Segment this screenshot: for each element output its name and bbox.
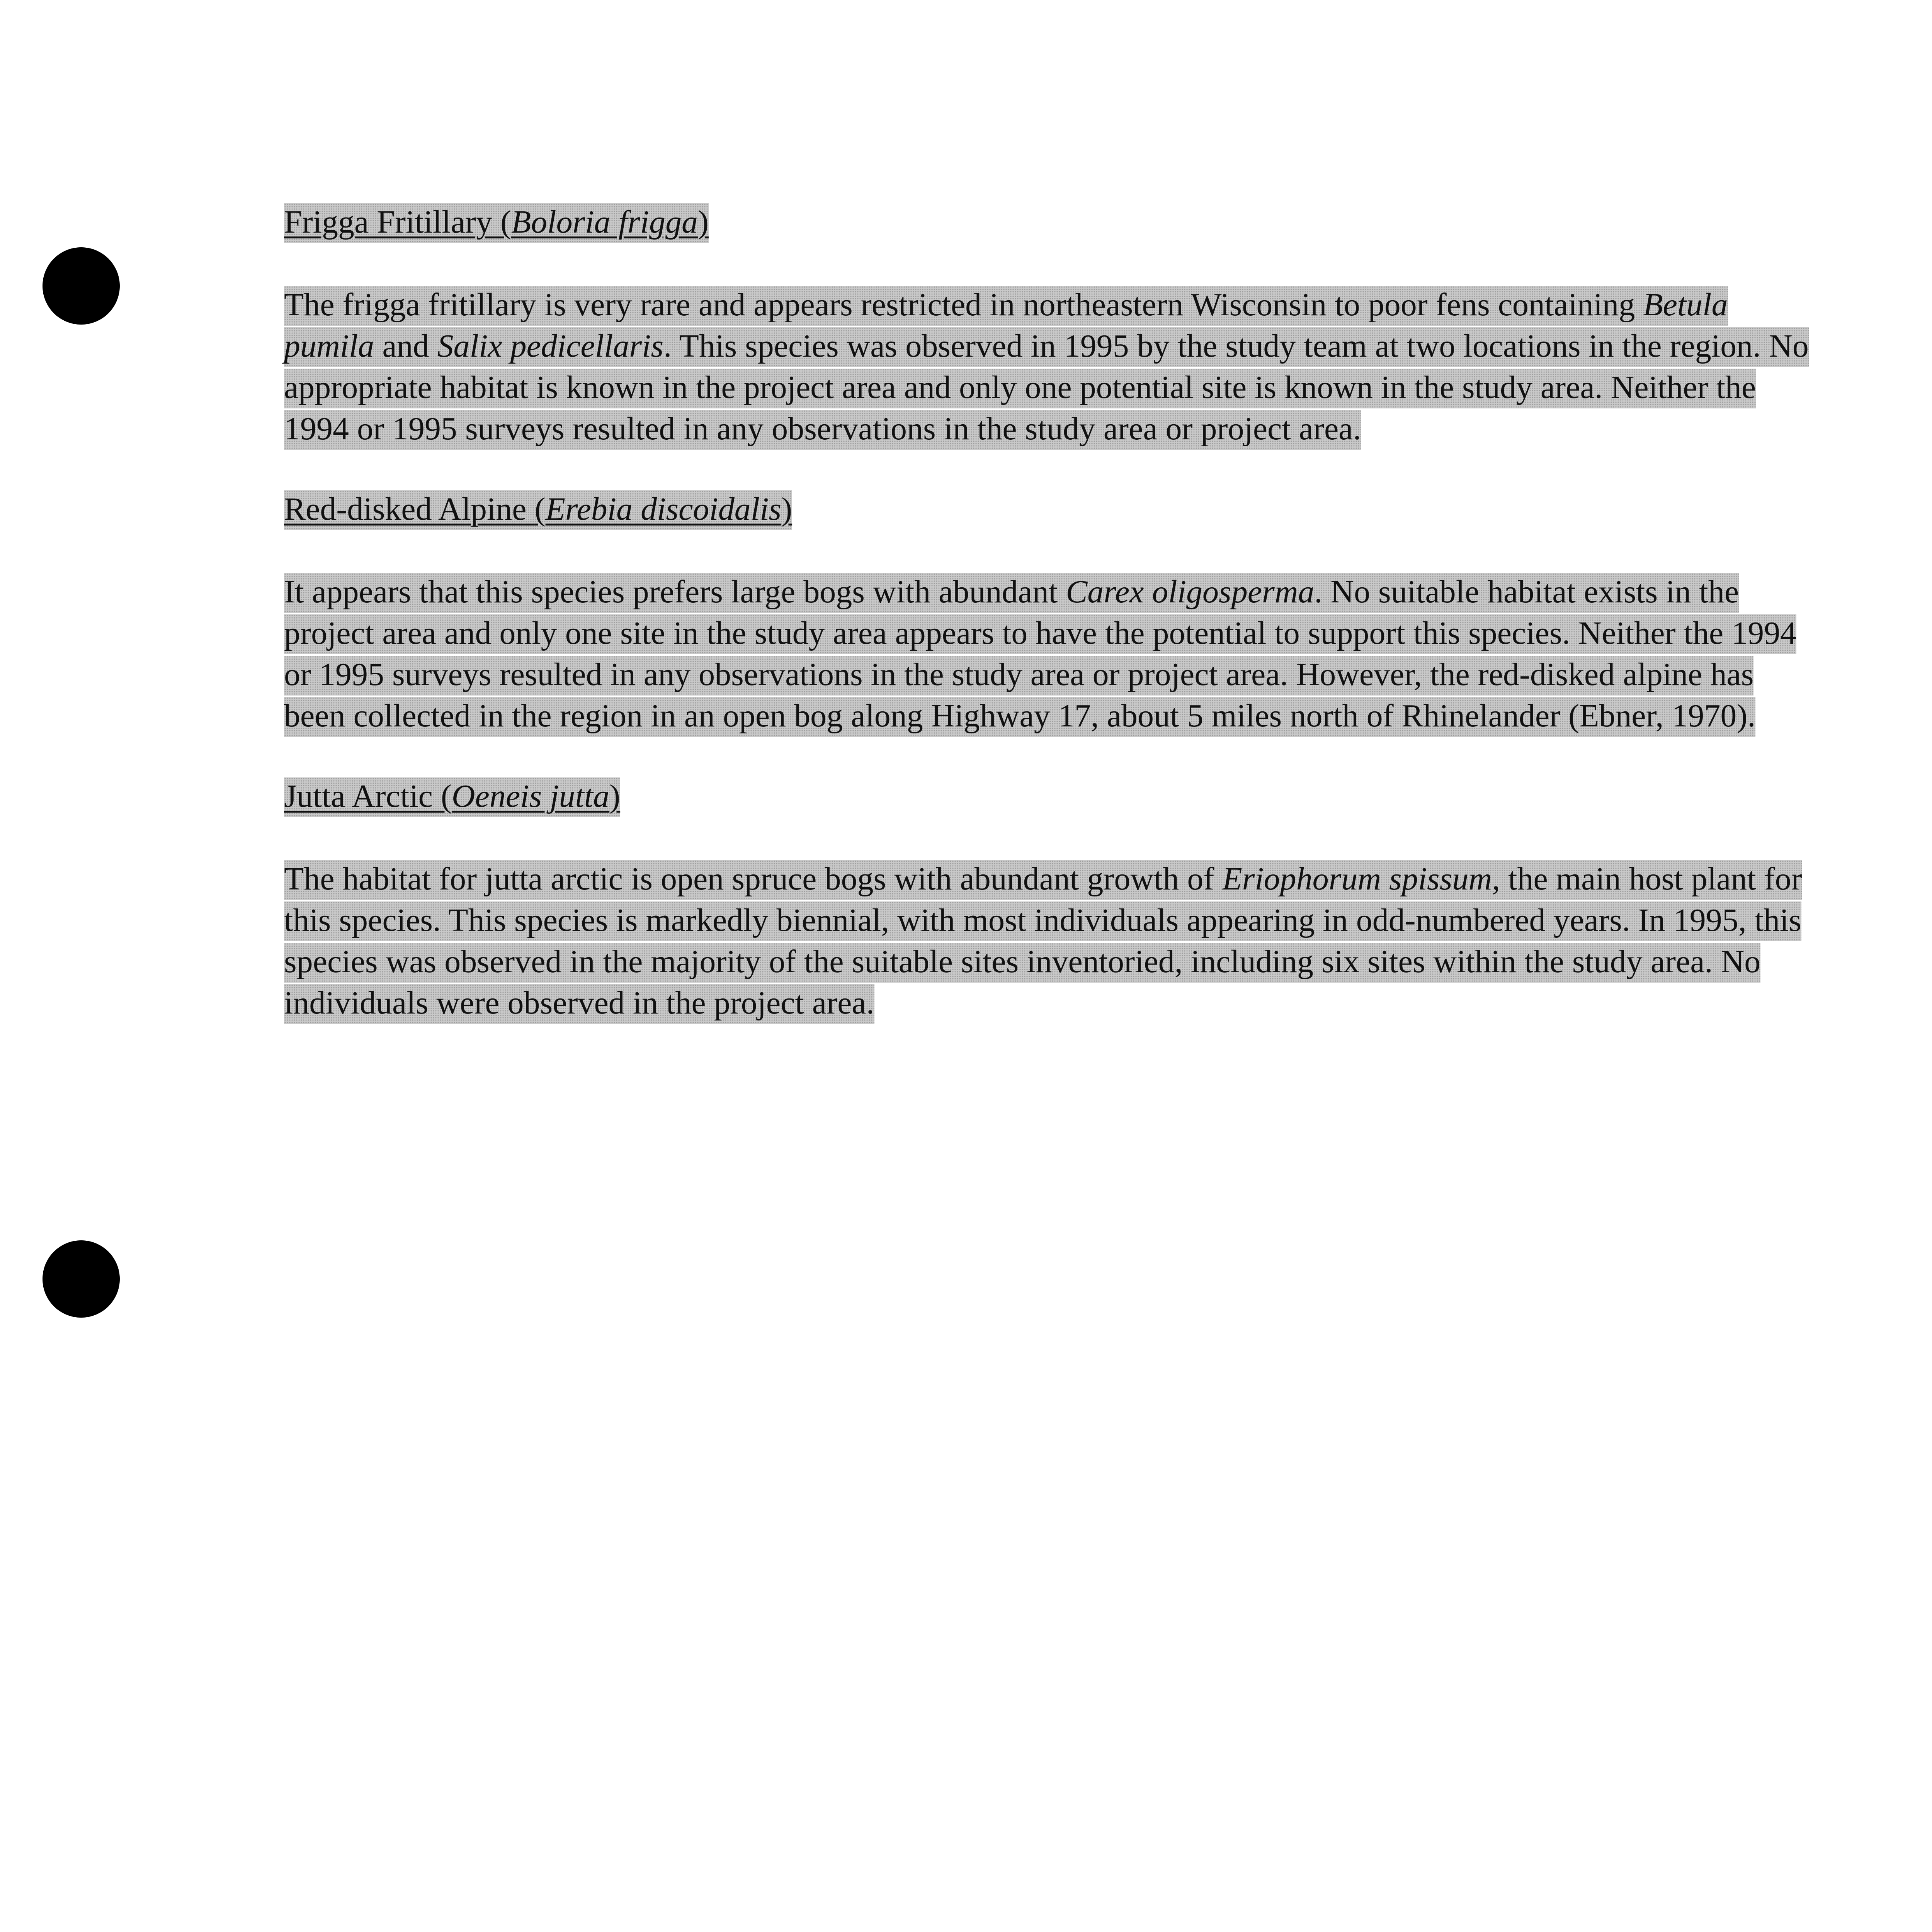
paragraph-text bbox=[284, 860, 1802, 1024]
section-paragraph-jutta-arctic bbox=[284, 858, 1810, 1024]
binder-punch-hole bbox=[43, 247, 120, 325]
paragraph-text bbox=[284, 573, 1796, 737]
paren-close: ) bbox=[609, 778, 621, 814]
document-body bbox=[284, 201, 1810, 1024]
section-heading-frigga-fritillary bbox=[284, 201, 1810, 243]
text-run: . This species was observed in 1995 by the study team at two locations in the region. No appropriate habitat is known in the project area and only one potential site is known in the study area. Neither the 1994 or 1995 surveys resulted in any observations in the study area or project area. bbox=[284, 328, 1809, 447]
scientific-name: Boloria frigga bbox=[511, 204, 698, 240]
heading-text bbox=[284, 777, 620, 817]
section-paragraph-frigga-fritillary bbox=[284, 284, 1810, 449]
scientific-name: Erebia discoidalis bbox=[545, 491, 782, 527]
italic-species: Eriophorum spissum bbox=[1222, 861, 1492, 897]
text-run: , the main host plant for this species. This species is markedly biennial, with most individuals appearing in odd-numbered years. In 1995, this species was observed in the majority of the suitable sites inventoried, including six sites within the study area. No individuals were observed in the project area. bbox=[284, 861, 1802, 1021]
section-heading-jutta-arctic bbox=[284, 775, 1810, 818]
common-name: Red-disked Alpine bbox=[284, 491, 535, 527]
paragraph-text bbox=[284, 286, 1809, 450]
heading-text bbox=[284, 490, 792, 530]
section-heading-red-disked-alpine bbox=[284, 488, 1810, 531]
common-name: Jutta Arctic bbox=[284, 778, 441, 814]
paren-open: ( bbox=[500, 204, 511, 240]
paren-close: ) bbox=[697, 204, 709, 240]
scientific-name: Oeneis jutta bbox=[451, 778, 610, 814]
text-run: and bbox=[374, 328, 437, 364]
italic-species: Salix pedicellaris bbox=[437, 328, 664, 364]
paren-close: ) bbox=[781, 491, 793, 527]
binder-punch-hole bbox=[43, 1240, 120, 1318]
text-run: It appears that this species prefers large bogs with abundant bbox=[284, 574, 1066, 610]
heading-text bbox=[284, 203, 709, 243]
italic-species: Carex oligosperma bbox=[1066, 574, 1315, 610]
text-run: The frigga fritillary is very rare and appears restricted in northeastern Wisconsin to poor fens containing bbox=[284, 287, 1643, 323]
paren-open: ( bbox=[440, 778, 452, 814]
paren-open: ( bbox=[534, 491, 546, 527]
text-run: The habitat for jutta arctic is open spruce bogs with abundant growth of bbox=[284, 861, 1223, 897]
italic-species: Betula pumila bbox=[284, 287, 1728, 364]
common-name: Frigga Fritillary bbox=[284, 204, 500, 240]
section-paragraph-red-disked-alpine bbox=[284, 571, 1810, 736]
text-run: . No suitable habitat exists in the project area and only one site in the study area appears to have the potential to support this species. Neither the 1994 or 1995 surveys resulted in any observations in the study area or project area. However, the red-disked alpine has been collected in the region in an open bog along Highway 17, about 5 miles north of Rhinelander (Ebner, 1970). bbox=[284, 574, 1797, 734]
